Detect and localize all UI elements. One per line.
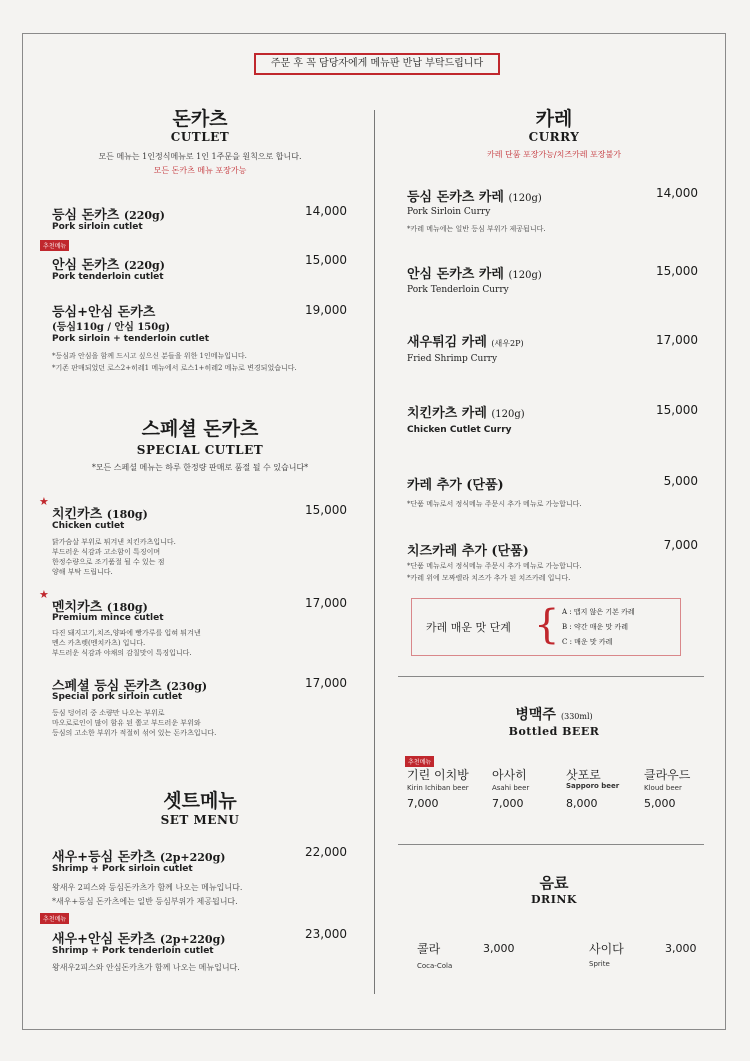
beer-price: 8,000 [566, 797, 598, 810]
menu-item-name: 치킨카츠 카레 (120g) [407, 406, 525, 421]
beer-price: 7,000 [407, 797, 439, 810]
menu-item-price: 15,000 [305, 253, 347, 267]
menu-item-name: 안심 돈카츠 카레 (120g) [407, 267, 542, 282]
beer-en: Asahi beer [492, 784, 530, 792]
menu-item-name: 등심+안심 돈카츠 [52, 305, 156, 320]
menu-item-name: 등심 돈카츠 (220g) [52, 208, 165, 223]
spicy-level-label: 카레 매운 맛 단계 [426, 621, 511, 634]
cutlet-footnote: *등심과 안심을 함께 드시고 싶으신 분들을 위한 1인메뉴입니다. [52, 352, 247, 360]
menu-item-subtitle: (등심110g / 안심 150g) [52, 322, 170, 333]
curry-note: 카레 단품 포장가능/치즈카레 포장불가 [487, 150, 621, 159]
set-title-kr: 셋트메뉴 [163, 790, 237, 812]
special-title-kr: 스페셜 돈카츠 [141, 418, 259, 440]
drink-title-kr: 음료 [539, 874, 569, 892]
beer-en: Kloud beer [644, 784, 682, 792]
menu-item-en: Chicken cutlet [52, 521, 125, 531]
menu-item-en: Shrimp + Pork tenderloin cutlet [52, 946, 214, 956]
menu-item-price: 15,000 [656, 264, 698, 278]
menu-item-name: 안심 돈카츠 (220g) [52, 258, 165, 273]
menu-item-price: 14,000 [305, 204, 347, 218]
cutlet-note: 모든 메뉴는 1인정식메뉴로 1인 1주문을 원칙으로 합니다. [98, 152, 302, 161]
drink-name: 사이다 [589, 942, 624, 956]
spicy-level-box [411, 598, 681, 656]
menu-item-price: 15,000 [305, 503, 347, 517]
recommend-badge: 추천메뉴 [405, 756, 434, 767]
menu-item-name: 등심 돈카츠 카레 (120g) [407, 190, 542, 205]
special-title-en: SPECIAL CUTLET [136, 443, 264, 457]
menu-item-en: Special pork sirloin cutlet [52, 692, 183, 702]
menu-item-desc: *단품 메뉴로서 정식메뉴 주문시 추가 메뉴로 가능합니다. [407, 562, 582, 570]
drink-en: Sprite [589, 960, 610, 968]
recommend-badge: 추천메뉴 [40, 913, 69, 924]
drink-price: 3,000 [483, 942, 515, 955]
menu-item-price: 17,000 [656, 333, 698, 347]
menu-item-en: Fried Shrimp Curry [407, 354, 498, 364]
star-icon: ★ [39, 495, 49, 508]
cutlet-footnote: *기존 판매되었던 로스2+히레1 메뉴에서 로스1+히레2 메뉴로 변경되었습니다. [52, 364, 297, 372]
beer-price: 5,000 [644, 797, 676, 810]
menu-item-en: Pork sirloin cutlet [52, 222, 143, 232]
menu-item-desc: *단품 메뉴로서 정식메뉴 주문시 추가 메뉴로 가능합니다. [407, 500, 582, 508]
notice-banner: 주문 후 꼭 담당자에게 메뉴판 반납 부탁드립니다 [254, 53, 500, 75]
menu-item-price: 7,000 [663, 538, 698, 552]
brace-icon: { [534, 602, 560, 648]
drink-name: 콜라 [417, 942, 441, 956]
menu-item-name: 치즈카레 추가 (단품) [407, 544, 529, 559]
menu-item-desc: *카레 메뉴에는 일반 등심 부위가 제공됩니다. [407, 225, 546, 233]
star-icon: ★ [39, 588, 49, 601]
menu-item-price: 19,000 [305, 303, 347, 317]
menu-item-en: Pork Tenderloin Curry [407, 285, 509, 295]
menu-item-price: 15,000 [656, 403, 698, 417]
menu-item-name: 멘치카츠 (180g) [52, 600, 148, 615]
beer-price: 7,000 [492, 797, 524, 810]
beer-title-kr: 병맥주 (330ml) [515, 707, 593, 723]
menu-item-name: 치킨카츠 (180g) [52, 507, 148, 522]
menu-item-price: 17,000 [305, 676, 347, 690]
beer-name: 클라우드 [644, 768, 691, 782]
beer-name: 아사히 [492, 768, 527, 782]
menu-item-desc: 왕새우 2피스와 등심돈카츠가 함께 나오는 메뉴입니다. *새우+등심 돈카츠에는 일반 등심부위가 제공됩니다. [52, 883, 243, 906]
cutlet-title-en: CUTLET [170, 130, 230, 144]
section-divider [398, 844, 704, 845]
section-divider [398, 676, 704, 677]
menu-item-name: 새우튀김 카레 (새우2P) [407, 335, 524, 350]
beer-name: 기린 이치방 [407, 768, 469, 782]
menu-item-desc: 닭가슴살 부위로 튀겨낸 치킨카츠입니다. 부드러운 식감과 고소함이 특징이며 한정수량으로 조기품절 될 수 있는 점 양해 부탁 드립니다. [52, 538, 176, 576]
beer-en: Kirin Ichiban beer [407, 784, 469, 792]
menu-item-desc: 왕새우2피스와 안심돈카츠가 함께 나오는 메뉴입니다. [52, 963, 240, 972]
drink-title-en: DRINK [531, 893, 577, 906]
menu-item-price: 14,000 [656, 186, 698, 200]
recommend-badge: 추천메뉴 [40, 240, 69, 251]
menu-item-en: Shrimp + Pork sirloin cutlet [52, 864, 193, 874]
menu-item-name: 카레 추가 (단품) [407, 478, 504, 493]
spicy-level-list: A : 맵지 않은 기본 카레 B : 약간 매운 맛 카레 C : 매운 맛 카레 [562, 608, 635, 646]
menu-item-price: 22,000 [305, 845, 347, 859]
menu-item-desc: 다진 돼지고기,치즈,양파에 빵가루를 입혀 튀겨낸 멘스 카츠렛(멘치카츠) 입니다. 부드러운 식감과 야채의 감칠맛이 특징입니다. [52, 629, 201, 657]
column-divider [374, 110, 375, 994]
curry-title-en: CURRY [528, 130, 580, 144]
cutlet-takeout-note: 모든 돈카츠 메뉴 포장가능 [153, 166, 247, 175]
menu-item-name: 새우+안심 돈카츠 (2p+220g) [52, 932, 226, 947]
special-note: *모든 스페셜 메뉴는 하루 한정량 판매로 품절 될 수 있습니다* [91, 463, 309, 472]
menu-item-en: Premium mince cutlet [52, 613, 164, 623]
curry-title-kr: 카레 [535, 108, 573, 130]
menu-item-desc: *카레 위에 모짜렐라 치즈가 추가 된 치즈카레 입니다. [407, 574, 571, 582]
beer-en: Sapporo beer [566, 782, 620, 790]
beer-title-en: Bottled BEER [508, 725, 600, 738]
beer-name: 삿포로 [566, 768, 601, 782]
menu-item-en: Chicken Cutlet Curry [407, 425, 512, 435]
menu-item-en: Pork Sirloin Curry [407, 207, 491, 217]
drink-price: 3,000 [665, 942, 697, 955]
menu-item-price: 5,000 [663, 474, 698, 488]
menu-item-en: Pork sirloin + tenderloin cutlet [52, 334, 210, 344]
menu-item-name: 스페셜 등심 돈카츠 (230g) [52, 679, 208, 694]
cutlet-title-kr: 돈카츠 [172, 108, 228, 130]
set-title-en: SET MENU [160, 813, 240, 827]
menu-item-price: 17,000 [305, 596, 347, 610]
menu-item-desc: 등심 덩어리 중 소량만 나오는 부위로 마오로로인이 많이 함유 된 쫄고 부드러운 부위와 등심의 고소한 부위가 적절히 섞여 있는 돈카츠입니다. [52, 709, 217, 737]
drink-en: Coca-Cola [417, 962, 453, 970]
menu-item-name: 새우+등심 돈카츠 (2p+220g) [52, 850, 226, 865]
menu-item-en: Pork tenderloin cutlet [52, 272, 164, 282]
menu-item-price: 23,000 [305, 927, 347, 941]
